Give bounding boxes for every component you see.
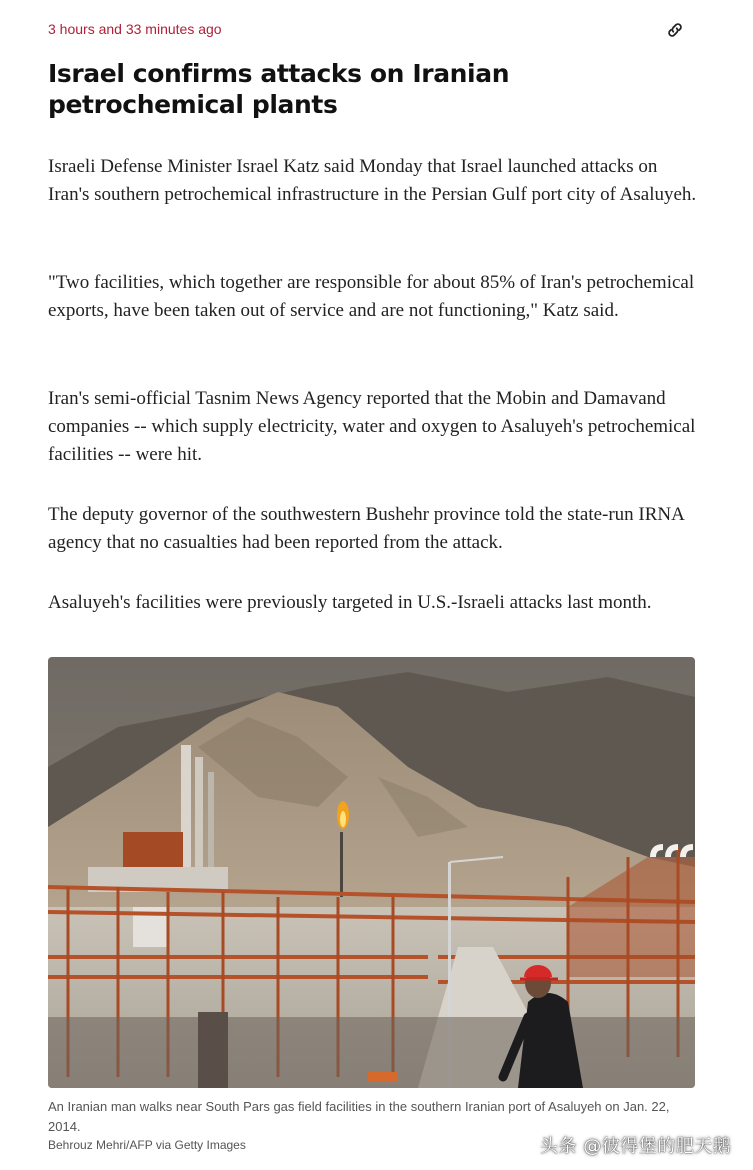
paragraph: "Two facilities, which together are responsible for about 85% of Iran's petrochemical exports, have been taken out of service and are not functioning," Katz said. — [48, 272, 695, 321]
article-photo — [48, 657, 695, 1088]
headline: Israel confirms attacks on Iranian petrochemical plants — [48, 59, 510, 119]
paragraph: The deputy governor of the southwestern Bushehr province told the state-run IRNA agency that no casualties had been reported from the attack. — [48, 504, 684, 553]
photo-credit: Behrouz Mehri/AFP via Getty Images — [48, 1138, 246, 1152]
paragraph: Israeli Defense Minister Israel Katz said Monday that Israel launched attacks on Iran's southern petrochemical infrastructure in the Persian Gulf port city of Asaluyeh. — [48, 156, 697, 205]
timestamp: 3 hours and 33 minutes ago — [48, 21, 222, 37]
link-icon[interactable] — [665, 20, 685, 40]
watermark: 头条 @彼得堡的肥天鹅 — [540, 1136, 732, 1157]
photo-illustration — [48, 657, 695, 1088]
photo-caption: An Iranian man walks near South Pars gas field facilities in the southern Iranian port of Asaluyeh on Jan. 22, 2014. — [48, 1099, 670, 1134]
paragraph: Iran's semi-official Tasnim News Agency reported that the Mobin and Damavand companies -- which supply electricity, water and oxygen to Asaluyeh's petrochemical facilities -- were hit. — [48, 388, 696, 465]
paragraph: Asaluyeh's facilities were previously targeted in U.S.-Israeli attacks last month. — [48, 592, 652, 613]
